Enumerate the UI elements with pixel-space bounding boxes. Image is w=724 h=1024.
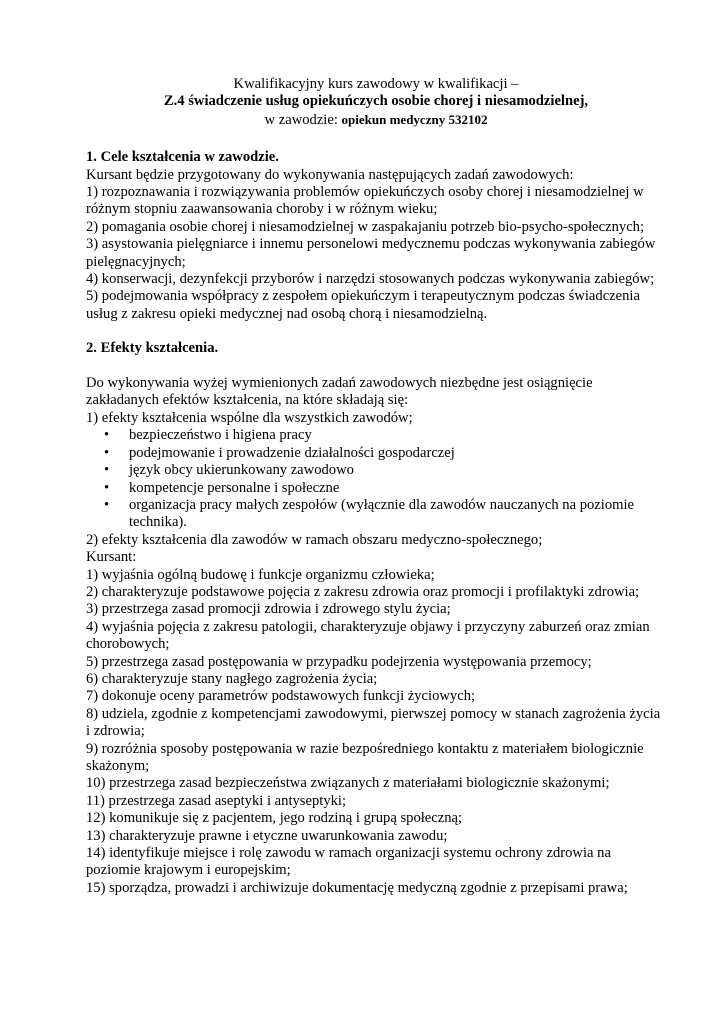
- outcome-item: 10) przestrzega zasad bezpieczeństwa związanych z materiałami biologicznie skażonymi;: [86, 775, 610, 792]
- outcome-item: 14) identyfikuje miejsce i rolę zawodu w ramach organizacji systemu ochrony zdrowia na poziomie krajowym i europejskim;: [86, 845, 611, 879]
- bullet-icon: •: [104, 444, 110, 461]
- section-1-items: [86, 184, 666, 323]
- section-1-item: 2) pomagania osobie chorej i niesamodzielnej w zaspakajaniu potrzeb bio-psycho-społecznych;: [86, 218, 645, 235]
- outcome-item: 5) przestrzega zasad postępowania w przypadku podejrzenia występowania przemocy;: [86, 653, 592, 670]
- outcomes-list: [86, 567, 666, 898]
- section-1-title: 1. Cele kształcenia w zawodzie.: [86, 149, 279, 166]
- outcome-item: 6) charakteryzuje stany nagłego zagrożenia życia;: [86, 670, 378, 687]
- section-2-group-2: 2) efekty kształcenia dla zawodów w ramach obszaru medyczno-społecznego;: [86, 531, 543, 548]
- section-1-item: 4) konserwacji, dezynfekcji przyborów i narzędzi stosowanych podczas wykonywania zabiegów;: [86, 271, 655, 288]
- list-item-text: organizacja pracy małych zespołów (wyłącznie dla zawodów nauczanych na poziomie technika).: [129, 496, 635, 531]
- list-item: [104, 427, 666, 444]
- header-qualification: Z.4 świadczenie usług opiekuńczych osobie chorej i niesamodzielnej,: [163, 93, 589, 110]
- list-item-text: podejmowanie i prowadzenie działalności gospodarczej: [129, 444, 455, 461]
- list-item-text: kompetencje personalne i społeczne: [129, 479, 340, 496]
- section-2-title: 2. Efekty kształcenia.: [86, 340, 219, 357]
- header-profession-name: opiekun medyczny 532102: [341, 111, 488, 127]
- list-item: [104, 462, 666, 479]
- bullet-icon: •: [104, 427, 110, 444]
- outcome-item: 7) dokonuje oceny parametrów podstawowych funkcji życiowych;: [86, 688, 476, 705]
- outcome-item: 2) charakteryzuje podstawowe pojęcia z zakresu zdrowia oraz promocji i profilaktyki zdrowia;: [86, 583, 640, 600]
- bullet-icon: •: [104, 462, 110, 479]
- section-1-item: 1) rozpoznawania i rozwiązywania problemów opiekuńczych osoby chorej i niesamodzielnej w różnym stopniu zaawansowania choroby i w różnym wieku;: [86, 184, 644, 218]
- header-profession: [86, 111, 666, 129]
- document-page: [86, 76, 666, 897]
- list-item-text: język obcy ukierunkowany zawodowo: [129, 462, 354, 479]
- outcome-item: 9) rozróżnia sposoby postępowania w razie bezpośredniego kontaktu z materiałem biologicznie skażonym;: [86, 740, 644, 775]
- outcome-item: 8) udziela, zgodnie z kompetencjami zawodowymi, pierwszej pomocy w stanach zagrożenia życia i zdrowia;: [86, 705, 661, 740]
- header-profession-prefix: w zawodzie:: [264, 111, 342, 128]
- list-item-text: bezpieczeństwo i higiena pracy: [129, 427, 312, 444]
- list-item: [104, 444, 666, 462]
- common-outcomes-list: [86, 427, 666, 531]
- bullet-icon: •: [104, 496, 110, 513]
- document-header: [86, 76, 666, 129]
- outcome-item: 11) przestrzega zasad aseptyki i antyseptyki;: [86, 792, 347, 809]
- section-1-intro: Kursant będzie przygotowany do wykonywania następujących zadań zawodowych:: [86, 166, 574, 183]
- section-1-item: 5) podejmowania współpracy z zespołem opiekuńczym i terapeutycznym podczas świadczenia usług z zakresu opieki medycznej nad osobą chorą i niesamodzielną.: [86, 288, 640, 322]
- outcome-item: 12) komunikuje się z pacjentem, jego rodziną i grupą społeczną;: [86, 810, 463, 827]
- section-1-item: 3) asystowania pielęgniarce i innemu personelowi medycznemu podczas wykonywania zabiegów pielęgnacyjnych;: [86, 236, 656, 270]
- bullet-icon: •: [104, 479, 110, 496]
- outcome-item: 13) charakteryzuje prawne i etyczne uwarunkowania zawodu;: [86, 827, 448, 844]
- section-2-intro: Do wykonywania wyżej wymienionych zadań zawodowych niezbędne jest osiągnięcie zakładanych efektów kształcenia, na które składają się:: [86, 375, 593, 409]
- section-2-group-1: 1) efekty kształcenia wspólne dla wszystkich zawodów;: [86, 409, 413, 426]
- outcome-item: 1) wyjaśnia ogólną budowę i funkcje organizmu człowieka;: [86, 566, 435, 583]
- header-course-title: Kwalifikacyjny kurs zawodowy w kwalifikacji –: [233, 76, 519, 92]
- outcome-item: 15) sporządza, prowadzi i archiwizuje dokumentację medyczną zgodnie z przepisami prawa;: [86, 879, 628, 896]
- kursant-label: Kursant:: [86, 549, 137, 566]
- outcome-item: 4) wyjaśnia pojęcia z zakresu patologii, charakteryzuje objawy i przyczyny zaburzeń oraz zmian chorobowych;: [86, 618, 650, 653]
- blank-line: [86, 358, 666, 375]
- outcome-item: 3) przestrzega zasad promocji zdrowia i zdrowego stylu życia;: [86, 601, 451, 618]
- list-item: [104, 479, 666, 497]
- list-item: [104, 496, 666, 532]
